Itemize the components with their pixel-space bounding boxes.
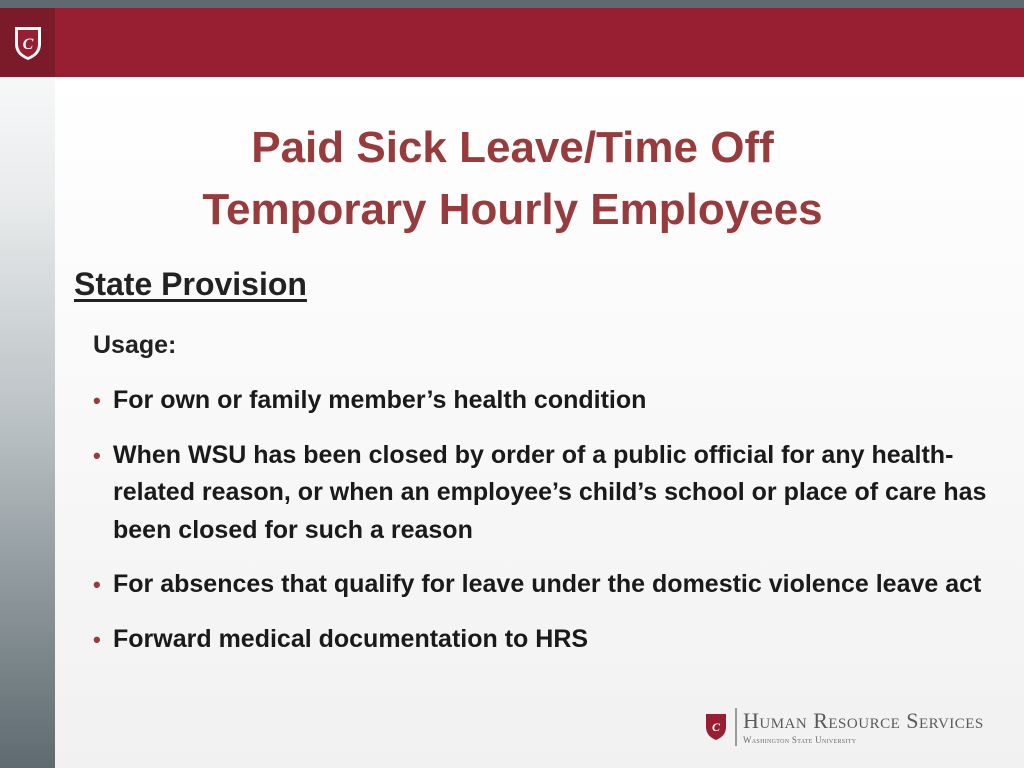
bullet-dot: • [93, 626, 101, 652]
slide-title [55, 117, 970, 241]
bullet-item [93, 437, 1018, 550]
bullet-text: For absences that qualify for leave under the domestic violence leave act [113, 570, 982, 598]
top-strip [0, 0, 1024, 8]
section-heading: State Provision [74, 266, 307, 302]
bullet-dot: • [93, 442, 101, 468]
title-line-1: Paid Sick Leave/Time Off [251, 123, 774, 172]
wsu-cougar-shield-icon [705, 713, 727, 741]
bullet-text: When WSU has been closed by order of a public official for any health-related reason, or when an employee’s child’s school or place of care has been closed for such a reason [113, 440, 987, 544]
footer-text [743, 709, 984, 745]
svg-text:C: C [711, 720, 721, 734]
university-name: Washington State University [743, 735, 857, 745]
footer-divider [735, 708, 737, 746]
slide-content [55, 77, 1024, 768]
bullet-dot: • [93, 388, 101, 413]
wsu-cougar-shield-icon [12, 24, 44, 62]
bullet-item [93, 382, 1018, 420]
usage-label: Usage: [93, 331, 177, 359]
svg-text:C: C [22, 35, 33, 53]
bullet-item [93, 621, 1018, 659]
hrs-footer-logo [705, 708, 984, 746]
org-name: Human Resource Services [743, 708, 984, 733]
bullet-dot: • [93, 572, 101, 597]
bullet-text: Forward medical documentation to HRS [113, 624, 589, 653]
bullet-item [93, 566, 1018, 604]
title-line-2: Temporary Hourly Employees [202, 185, 823, 234]
header-banner [55, 8, 1024, 77]
bullet-list [93, 382, 1018, 675]
left-gradient-bar [0, 8, 55, 768]
bullet-text: For own or family member’s health condition [113, 386, 647, 414]
header-logo [0, 8, 55, 77]
